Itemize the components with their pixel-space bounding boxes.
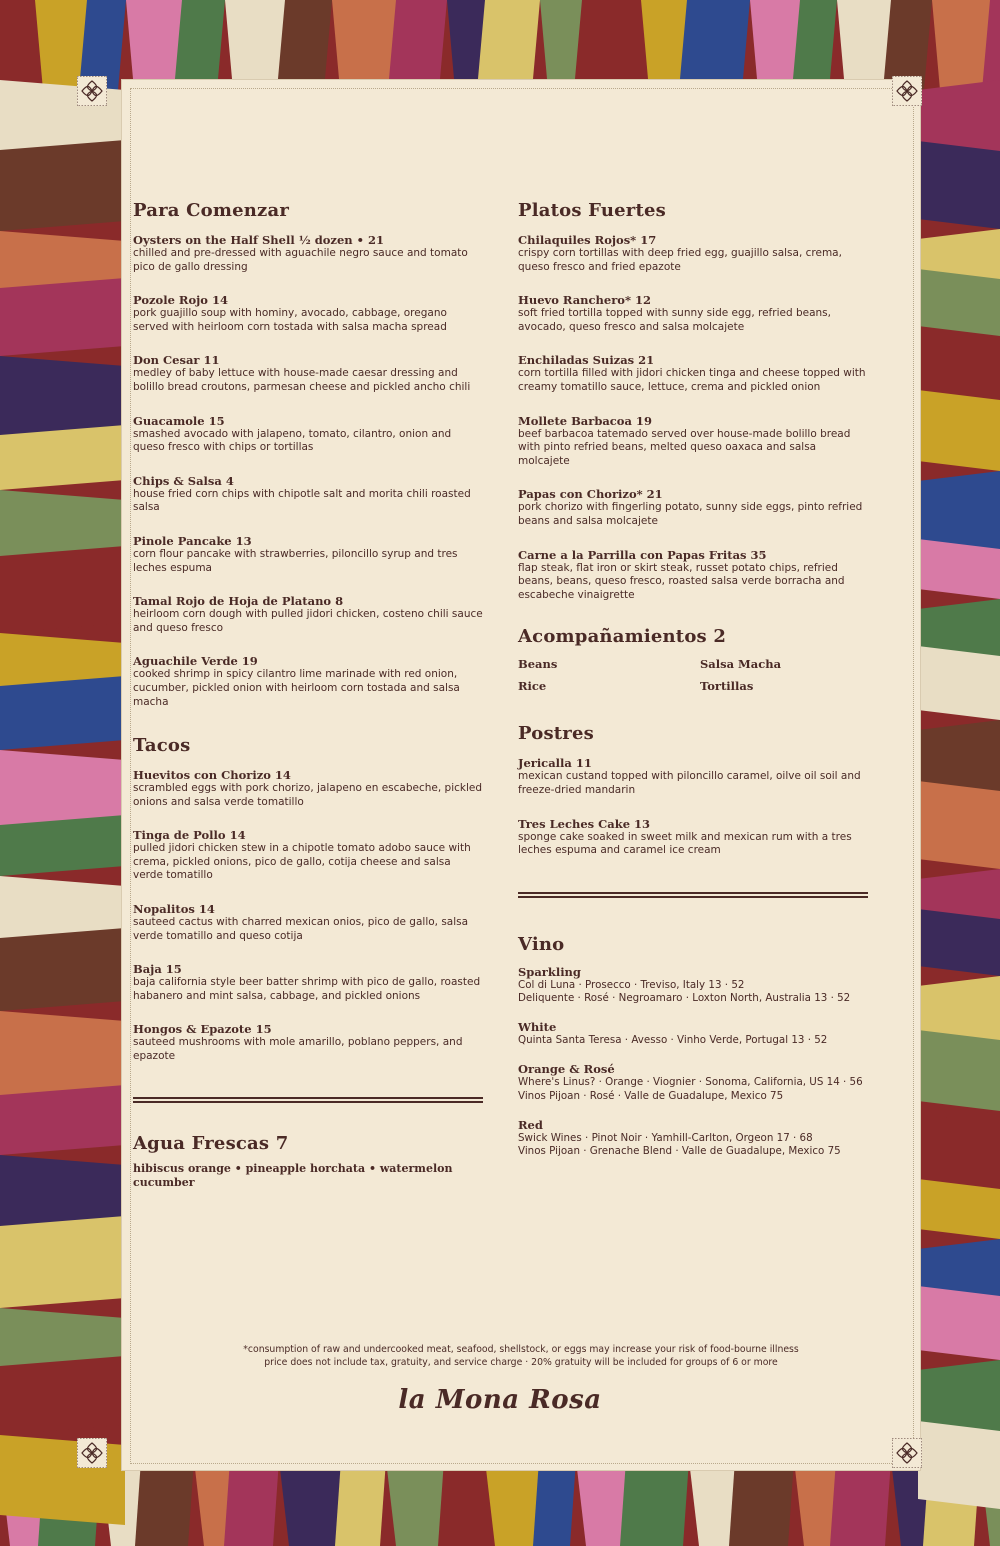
wine-line: Where's Linus? · Orange · Viognier · Sonoma, California, US 14 · 56 <box>518 1076 863 1089</box>
stripe <box>918 390 1000 471</box>
item-desc: medley of baby lettuce with house-made caesar dressing and bolillo bread croutons, parmesan cheese and pickled ancho chili <box>133 367 471 393</box>
ornament-icon <box>77 76 107 106</box>
left-column <box>133 200 483 1190</box>
section-title-para-comenzar: Para Comenzar <box>133 200 290 221</box>
item-name: Nopalitos 14 <box>133 902 215 917</box>
stripe <box>918 909 1000 976</box>
item-name: Papas con Chorizo* 21 <box>518 487 663 502</box>
item-desc: corn tortilla filled with jidori chicken tinga and cheese topped with creamy tomatillo sauce, lettuce, crema and pickled onion <box>518 367 866 393</box>
stripe <box>477 0 540 90</box>
wine-line: Quinta Santa Teresa · Avesso · Vinho Verde, Portugal 13 · 52 <box>518 1034 828 1047</box>
stripe <box>918 646 1000 720</box>
stripe <box>0 140 125 231</box>
section-title-acompanamientos: Acompañamientos 2 <box>518 626 727 648</box>
footnote-raw-food-warning: *consumption of raw and undercooked meat, seafood, shellstock, or eggs may increase your risk of food-bourne illness <box>243 1344 799 1355</box>
wine-line: Deliquente · Rosé · Negroamaro · Loxton North, Australia 13 · 52 <box>518 992 851 1005</box>
stripe <box>0 676 125 750</box>
stripe <box>174 0 225 90</box>
section-title-tacos: Tacos <box>133 735 191 757</box>
wine-line: Swick Wines · Pinot Noir · Yamhill-Carlton, Orgeon 17 · 68 <box>518 1131 813 1144</box>
item-name: Pinole Pancake 13 <box>133 533 252 548</box>
item-desc: heirloom corn dough with pulled jidori chicken, costeno chili sauce and queso fresco <box>133 608 483 634</box>
item-desc: crispy corn tortillas with deep fried egg, guajillo salsa, crema, queso fresco and fried epazote <box>518 247 842 273</box>
stripe <box>918 1421 1000 1509</box>
menu-item <box>133 962 483 1003</box>
stripe <box>679 0 750 90</box>
stripe <box>0 546 125 633</box>
item-name: Oysters on the Half Shell ½ dozen • 21 <box>133 233 385 247</box>
menu-item <box>133 353 483 394</box>
item-desc: corn flour pancake with strawberries, piloncillo syrup and tres leches espuma <box>133 547 458 574</box>
stripe <box>0 1356 125 1435</box>
stripe <box>918 1179 1000 1239</box>
item-name: Jericalla 11 <box>518 756 592 771</box>
menu-item <box>133 594 483 635</box>
stripe <box>533 1460 576 1546</box>
right-column <box>518 200 868 1159</box>
menu-item <box>518 353 868 394</box>
menu-item <box>133 293 483 334</box>
stripe <box>0 1085 125 1155</box>
item-desc: pulled jidori chicken stew in a chipotle tomato adobo sauce with crema, pickled onions, pico de gallo, cotija cheese and salsa verde tomatillo <box>133 842 471 882</box>
item-desc: sponge cake soaked in sweet milk and mexican rum with a tres leches espuma and caramel ice cream <box>518 830 852 857</box>
wine-group-name: White <box>518 1020 557 1035</box>
item-name: Mollete Barbacoa 19 <box>518 413 652 428</box>
ornament-icon <box>77 1438 107 1468</box>
stripe <box>918 539 1000 599</box>
stripe <box>335 1460 386 1546</box>
item-desc: cooked shrimp in spicy cilantro lime marinade with red onion, cucumber, pickled onion with heirloom corn tostada and salsa macha <box>133 668 460 708</box>
item-desc: house fried corn chips with chipotle salt and morita chili roasted salsa <box>133 487 471 514</box>
menu-item <box>133 902 483 943</box>
wine-group <box>518 965 868 1007</box>
menu-item <box>133 768 483 809</box>
sides-grid <box>518 657 868 693</box>
wine-group-name: Red <box>518 1117 543 1132</box>
stripe <box>830 1460 891 1546</box>
menu-item <box>518 487 868 528</box>
item-name: Huevo Ranchero* 12 <box>518 293 651 308</box>
side-item: Rice <box>518 679 547 694</box>
section-title-agua-frescas: Agua Frescas 7 <box>133 1132 289 1154</box>
stripe <box>918 141 1000 229</box>
restaurant-logo: la Mona Rosa <box>398 1385 602 1415</box>
item-name: Huevitos con Chorizo 14 <box>133 768 291 783</box>
item-name: Chilaquiles Rojos* 17 <box>518 233 657 247</box>
wine-line: Vinos Pijoan · Grenache Blend · Valle de Guadalupe, Mexico 75 <box>518 1145 841 1158</box>
stripe <box>277 0 332 90</box>
stripe <box>918 269 1000 336</box>
item-desc: soft fried tortilla topped with sunny side egg, refried beans, avocado, queso fresco and salsa molcajete <box>518 307 831 333</box>
wine-line: Col di Luna · Prosecco · Treviso, Italy 13 · 52 <box>518 978 745 991</box>
stripe <box>0 1216 125 1308</box>
side-item: Tortillas <box>700 679 754 694</box>
stripe <box>388 0 447 90</box>
item-desc: baja california style beer batter shrimp with pico de gallo, roasted habanero and mint salsa, cabbage, and pickled onions <box>133 976 481 1002</box>
menu-item <box>133 828 483 883</box>
wine-group <box>518 1118 868 1160</box>
agua-frescas-list: hibiscus orange • pineapple horchata • watermelon cucumber <box>133 1161 453 1189</box>
stripe <box>224 1460 279 1546</box>
item-desc: pork guajillo soup with hominy, avocado, cabbage, oregano served with heirloom corn tostada with salsa macha spread <box>133 307 447 333</box>
section-title-platos-fuertes: Platos Fuertes <box>518 200 666 221</box>
stripe <box>918 1030 1000 1111</box>
menu-item <box>133 654 483 709</box>
stripe <box>0 425 125 490</box>
item-desc: chilled and pre-dressed with aguachile negro sauce and tomato pico de gallo dressing <box>133 247 468 273</box>
item-name: Tamal Rojo de Hoja de Platano 8 <box>133 594 344 609</box>
item-desc: sauteed cactus with charred mexican onios, pico de gallo, salsa verde tomatillo and queso cotija <box>133 916 469 942</box>
stripe <box>135 1460 194 1546</box>
menu-item <box>518 414 868 469</box>
menu-item <box>133 534 483 575</box>
item-name: Carne a la Parrilla con Papas Fritas 35 <box>518 547 767 562</box>
menu-item <box>133 474 483 515</box>
menu-item <box>133 1022 483 1063</box>
side-item: Beans <box>518 657 558 672</box>
wine-group <box>518 1062 868 1104</box>
menu-item <box>133 233 483 274</box>
stripe <box>0 928 125 1011</box>
item-name: Chips & Salsa 4 <box>133 473 234 488</box>
wine-line: Vinos Pijoan · Rosé · Valle de Guadalupe, Mexico 75 <box>518 1089 784 1102</box>
item-name: Guacamole 15 <box>133 413 225 428</box>
stripe <box>438 1460 485 1546</box>
menu-item <box>518 293 868 334</box>
stripe <box>620 1460 689 1546</box>
menu-item <box>133 414 483 455</box>
stripe <box>0 278 125 356</box>
ornament-icon <box>892 76 922 106</box>
item-desc: flap steak, flat iron or skirt steak, russet potato chips, refried beans, beans, queso fresco, roasted salsa verde borracha and escabeche vinaigrette <box>518 561 845 601</box>
item-desc: mexican custand topped with piloncillo caramel, oilve oil soil and freeze-dried mandarin <box>518 770 861 796</box>
item-name: Tinga de Pollo 14 <box>133 828 246 843</box>
section-title-postres: Postres <box>518 723 594 745</box>
item-name: Hongos & Epazote 15 <box>133 1022 272 1037</box>
stripe <box>729 1460 794 1546</box>
item-desc: sauteed mushrooms with mole amarillo, poblano peppers, and epazote <box>133 1036 463 1063</box>
item-name: Aguachile Verde 19 <box>133 654 258 669</box>
stripe <box>574 0 641 90</box>
menu-item <box>518 548 868 603</box>
item-name: Enchiladas Suizas 21 <box>518 353 655 368</box>
item-desc: pork chorizo with fingerling potato, sunny side eggs, pinto refried beans and salsa molcajete <box>518 501 863 527</box>
menu-item <box>518 233 868 274</box>
item-name: Tres Leches Cake 13 <box>518 816 651 831</box>
stripe <box>918 781 1000 869</box>
wine-group-name: Sparkling <box>518 964 581 979</box>
item-name: Pozole Rojo 14 <box>133 293 228 308</box>
stripe <box>0 815 125 876</box>
wine-group-name: Orange & Rosé <box>518 1062 615 1077</box>
item-name: Baja 15 <box>133 962 182 977</box>
section-title-vino: Vino <box>518 933 565 955</box>
side-item: Salsa Macha <box>700 657 782 672</box>
item-desc: smashed avocado with jalapeno, tomato, cilantro, onion and queso fresco with chips or tortillas <box>133 427 452 454</box>
stripe <box>918 1286 1000 1360</box>
footnote-gratuity: price does not include tax, gratuity, and service charge · 20% gratuity will be included for groups of 6 or more <box>264 1357 778 1368</box>
ornament-icon <box>892 1438 922 1468</box>
wine-group <box>518 1020 868 1048</box>
item-desc: beef barbacoa tatemado served over house-made bolillo bread with pinto refried beans, melted queso oaxaca and salsa molcajete <box>518 427 851 467</box>
menu-item <box>518 756 868 797</box>
menu-item <box>518 817 868 858</box>
item-name: Don Cesar 11 <box>133 353 220 368</box>
item-desc: scrambled eggs with pork chorizo, jalapeno en escabeche, pickled onions and salsa verde tomatillo <box>133 782 483 808</box>
